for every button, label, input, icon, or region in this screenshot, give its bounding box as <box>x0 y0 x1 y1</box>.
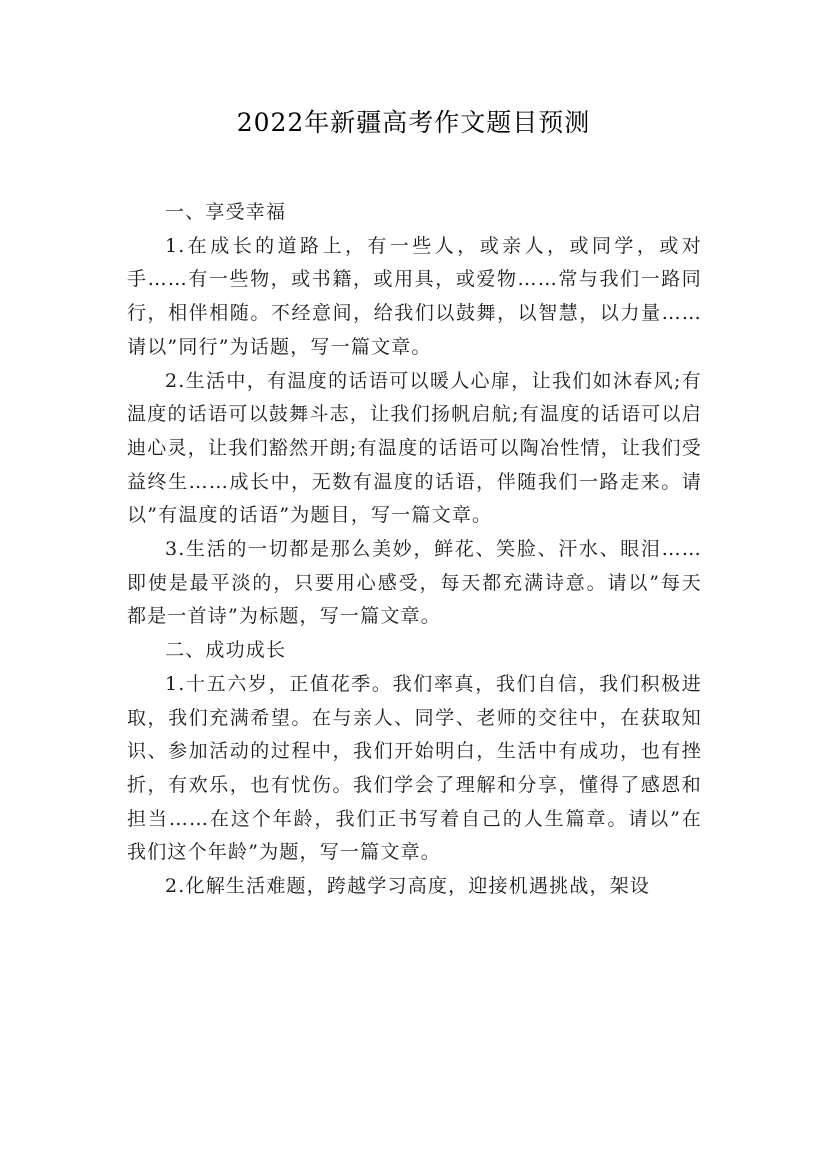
paragraph: 1.十五六岁，正值花季。我们率真，我们自信，我们积极进取，我们充满希望。在与亲人、同学、老师的交往中，在获取知识、参加活动的过程中，我们开始明白，生活中有成功，也有挫折，有欢乐，也有忧伤。我们学会了理解和分享，懂得了感恩和担当……在这个年龄，我们正书写着自己的人生篇章。请以”在我们这个年龄”为题，写一篇文章。 <box>127 672 702 864</box>
document-title: 2022年新疆高考作文题目预测 <box>236 108 591 137</box>
paragraph: 1.在成长的道路上，有一些人，或亲人，或同学，或对手……有一些物，或书籍，或用具，或爱物……常与我们一路同行，相伴相随。不经意间，给我们以鼓舞，以智慧，以力量……请以”同行”为话题，写一篇文章。 <box>127 234 702 358</box>
section-heading: 一、享受幸福 <box>165 201 287 223</box>
document-body <box>127 196 702 904</box>
paragraph: 3.生活的一切都是那么美妙，鲜花、笑脸、汗水、眼泪……即使是最平淡的，只要用心感受，每天都充满诗意。请以”每天都是一首诗”为标题，写一篇文章。 <box>127 538 702 628</box>
paragraph: 2.生活中，有温度的话语可以暖人心扉，让我们如沐春风;有温度的话语可以鼓舞斗志，让我们扬帆启航;有温度的话语可以启迪心灵，让我们豁然开朗;有温度的话语可以陶冶性情，让我们受益终生……成长中，无数有温度的话语，伴随我们一路走来。请以”有温度的话语”为题目，写一篇文章。 <box>127 369 702 527</box>
paragraph: 2.化解生活难题，跨越学习高度，迎接机遇挑战，架设 <box>165 875 651 898</box>
section-heading: 二、成功成长 <box>165 639 287 662</box>
